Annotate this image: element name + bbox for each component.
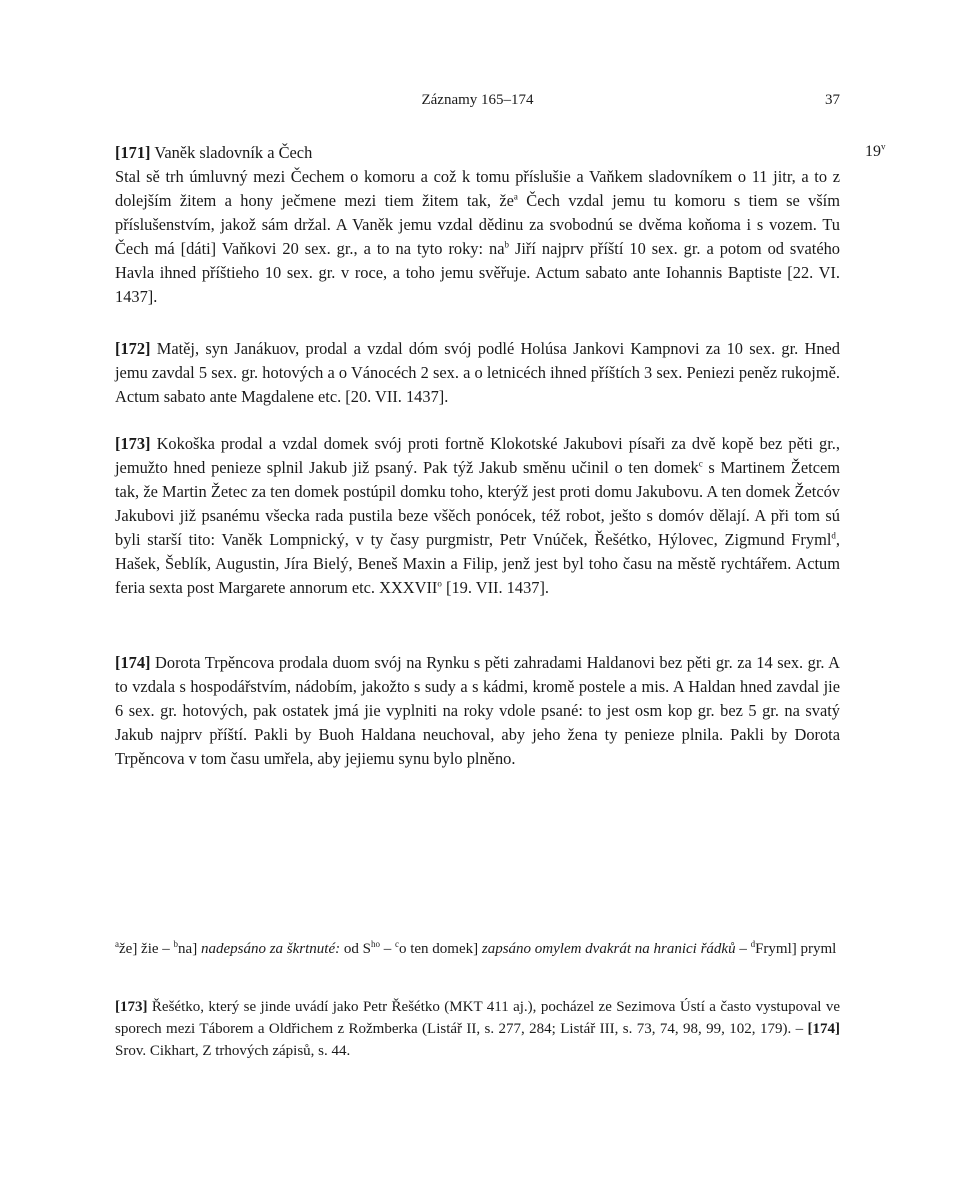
footnote-marker: b xyxy=(504,239,509,250)
entry-173 xyxy=(115,432,840,600)
footnote-marker: b xyxy=(173,939,179,949)
ordinal-marker: o xyxy=(437,578,442,589)
entry-text: [19. VII. 1437]. xyxy=(441,578,550,597)
critical-apparatus xyxy=(115,938,840,960)
page-header xyxy=(115,92,840,114)
entry-text: , Hašek, Šeblík, Augustin, Jíra Bielý, Beneš Maxin a Filip, jenž jest byl toho času na městě rychtářem. Actum feria sexta post Margarete annorum etc. XXXVII xyxy=(115,530,840,597)
apparatus-text: od S xyxy=(340,941,371,957)
folio-sup: v xyxy=(881,141,886,152)
entry-174 xyxy=(115,651,840,771)
commentary-text: Srov. Cikhart, Z trhových zápisů, s. 44. xyxy=(115,1043,351,1059)
entry-text: Kokoška prodal a vzdal domek svój proti fortně Klokotské Jakubovi písaři za dvě kopě bez pěti gr., jemužto hned penieze splnil Jakub již psaný. Pak týž Jakub směnu učinil o ten domek xyxy=(115,434,840,477)
entry-172 xyxy=(115,337,840,409)
entry-number: [172] xyxy=(115,339,151,358)
entry-text: s Martinem Žetcem tak, že Martin Žetec za ten domek postúpil domku toho, kterýž jest proti domu Jakubovu. A ten domek Žetcóv Jakubovi již psanému všecka rada pustila beze všěch ponócek, též robot, ješto s domóv dělají. A při tom sú byli starší tito: Vaněk Lompnický, v ty časy purgmistr, Petr Vnúček, Řešétko, Hýlovec, Zigmund Fryml xyxy=(115,458,840,549)
entry-title: Vaněk sladovník a Čech xyxy=(150,143,313,162)
folio-number: 19 xyxy=(865,143,881,160)
page-number: 37 xyxy=(825,92,840,108)
apparatus-text: – xyxy=(379,941,395,957)
entry-text: Čech vzdal jemu tu komoru s tiem se vším příslušenstvím, jakož sám držal. A Vaněk jemu vzdal dědinu za svobodnú se dvěma koňoma i s vozem. Tu Čech má [dáti] Vaňkovi 20 sex. gr., a to na tyto roky: na xyxy=(115,191,840,258)
commentary-text: Řešétko, který se jinde uvádí jako Petr Řešétko (MKT 411 aj.), pocházel ze Sezimova Ústí a často vystupoval ve sporech mezi Táborem a Oldřichem z Rožmberka (Listář II, s. 277, 284; Listář III, s. 73, 74, 98, 99, 102, 179). – xyxy=(115,999,840,1037)
entry-number: [174] xyxy=(115,653,151,672)
folio-margin-note xyxy=(865,143,886,161)
footnote-marker: c xyxy=(698,458,703,469)
apparatus-text: o ten domek] xyxy=(398,941,482,957)
entry-text: Matěj, syn Janákuov, prodal a vzdal dóm svój podlé Holúsa Jankovi Kampnovi za 10 sex. gr. Hned jemu zavdal 5 sex. gr. hotových a o Vánocéch 2 sex. a o letnicéch ihned příštích 3 sex. Peniezi peněz rukojmě. Actum sabato ante Magdalene etc. [20. VII. 1437]. xyxy=(115,339,840,406)
apparatus-text: Fryml] pryml xyxy=(755,941,837,957)
entry-number: [171] xyxy=(115,143,151,162)
entry-number: [173] xyxy=(115,434,151,453)
footnote-marker: d xyxy=(831,530,836,541)
footnote-marker: a xyxy=(513,191,518,202)
entry-number: [173] xyxy=(115,999,148,1015)
running-title: Záznamy 165–174 xyxy=(421,92,534,108)
entry-text: Jiří najprv příští 10 sex. gr. a potom od svatého Havla ihned příštieho 10 sex. gr. v roce, a toho jemu svěřuje. Actum sabato ante Iohannis Baptiste [22. VI. 1437]. xyxy=(115,239,841,306)
apparatus-sup: ho xyxy=(370,939,380,949)
footnote-marker: c xyxy=(394,939,399,949)
entry-text: Stal sě trh úmluvný mezi Čechem o komoru a což k tomu příslušie a Vaňkem sladovníkem o 11 jitr, a to z dolejším žitem a hony ječmene mezi tiem žitem tak, že xyxy=(115,167,840,210)
apparatus-text: že] žie – xyxy=(119,941,174,957)
apparatus-italic: zapsáno omylem dvakrát na hranici řádků xyxy=(481,941,736,957)
entry-number: [174] xyxy=(807,1021,840,1037)
footnote-marker: a xyxy=(115,939,119,949)
commentary-notes xyxy=(115,996,840,1062)
entry-171 xyxy=(115,141,840,309)
apparatus-italic: nadepsáno za škrtnuté: xyxy=(200,941,341,957)
entry-text: Dorota Trpěncova prodala duom svój na Rynku s pěti zahradami Haldanovi bez pěti gr. za 14 sex. gr. A to vzdala s hospodářstvím, nádobím, jakožto s sudy a s kádmi, kromě postele a mis. A Haldan hned zavdal jie 6 sex. gr. hotových, pak ostatek jmá jie vyplniti na roky vdole psané: to jest osm kop gr. bez 5 gr. na svatý Jakub najprv příští. Pakli by Buoh Haldana neuchoval, aby jeho žena ty penieze plnila. Pakli by Dorota Trpěncova v tom času umřela, aby jejiemu synu bylo plněno. xyxy=(115,653,840,768)
footnote-marker: d xyxy=(750,939,756,949)
apparatus-text: na] xyxy=(178,941,201,957)
apparatus-text: – xyxy=(735,941,751,957)
